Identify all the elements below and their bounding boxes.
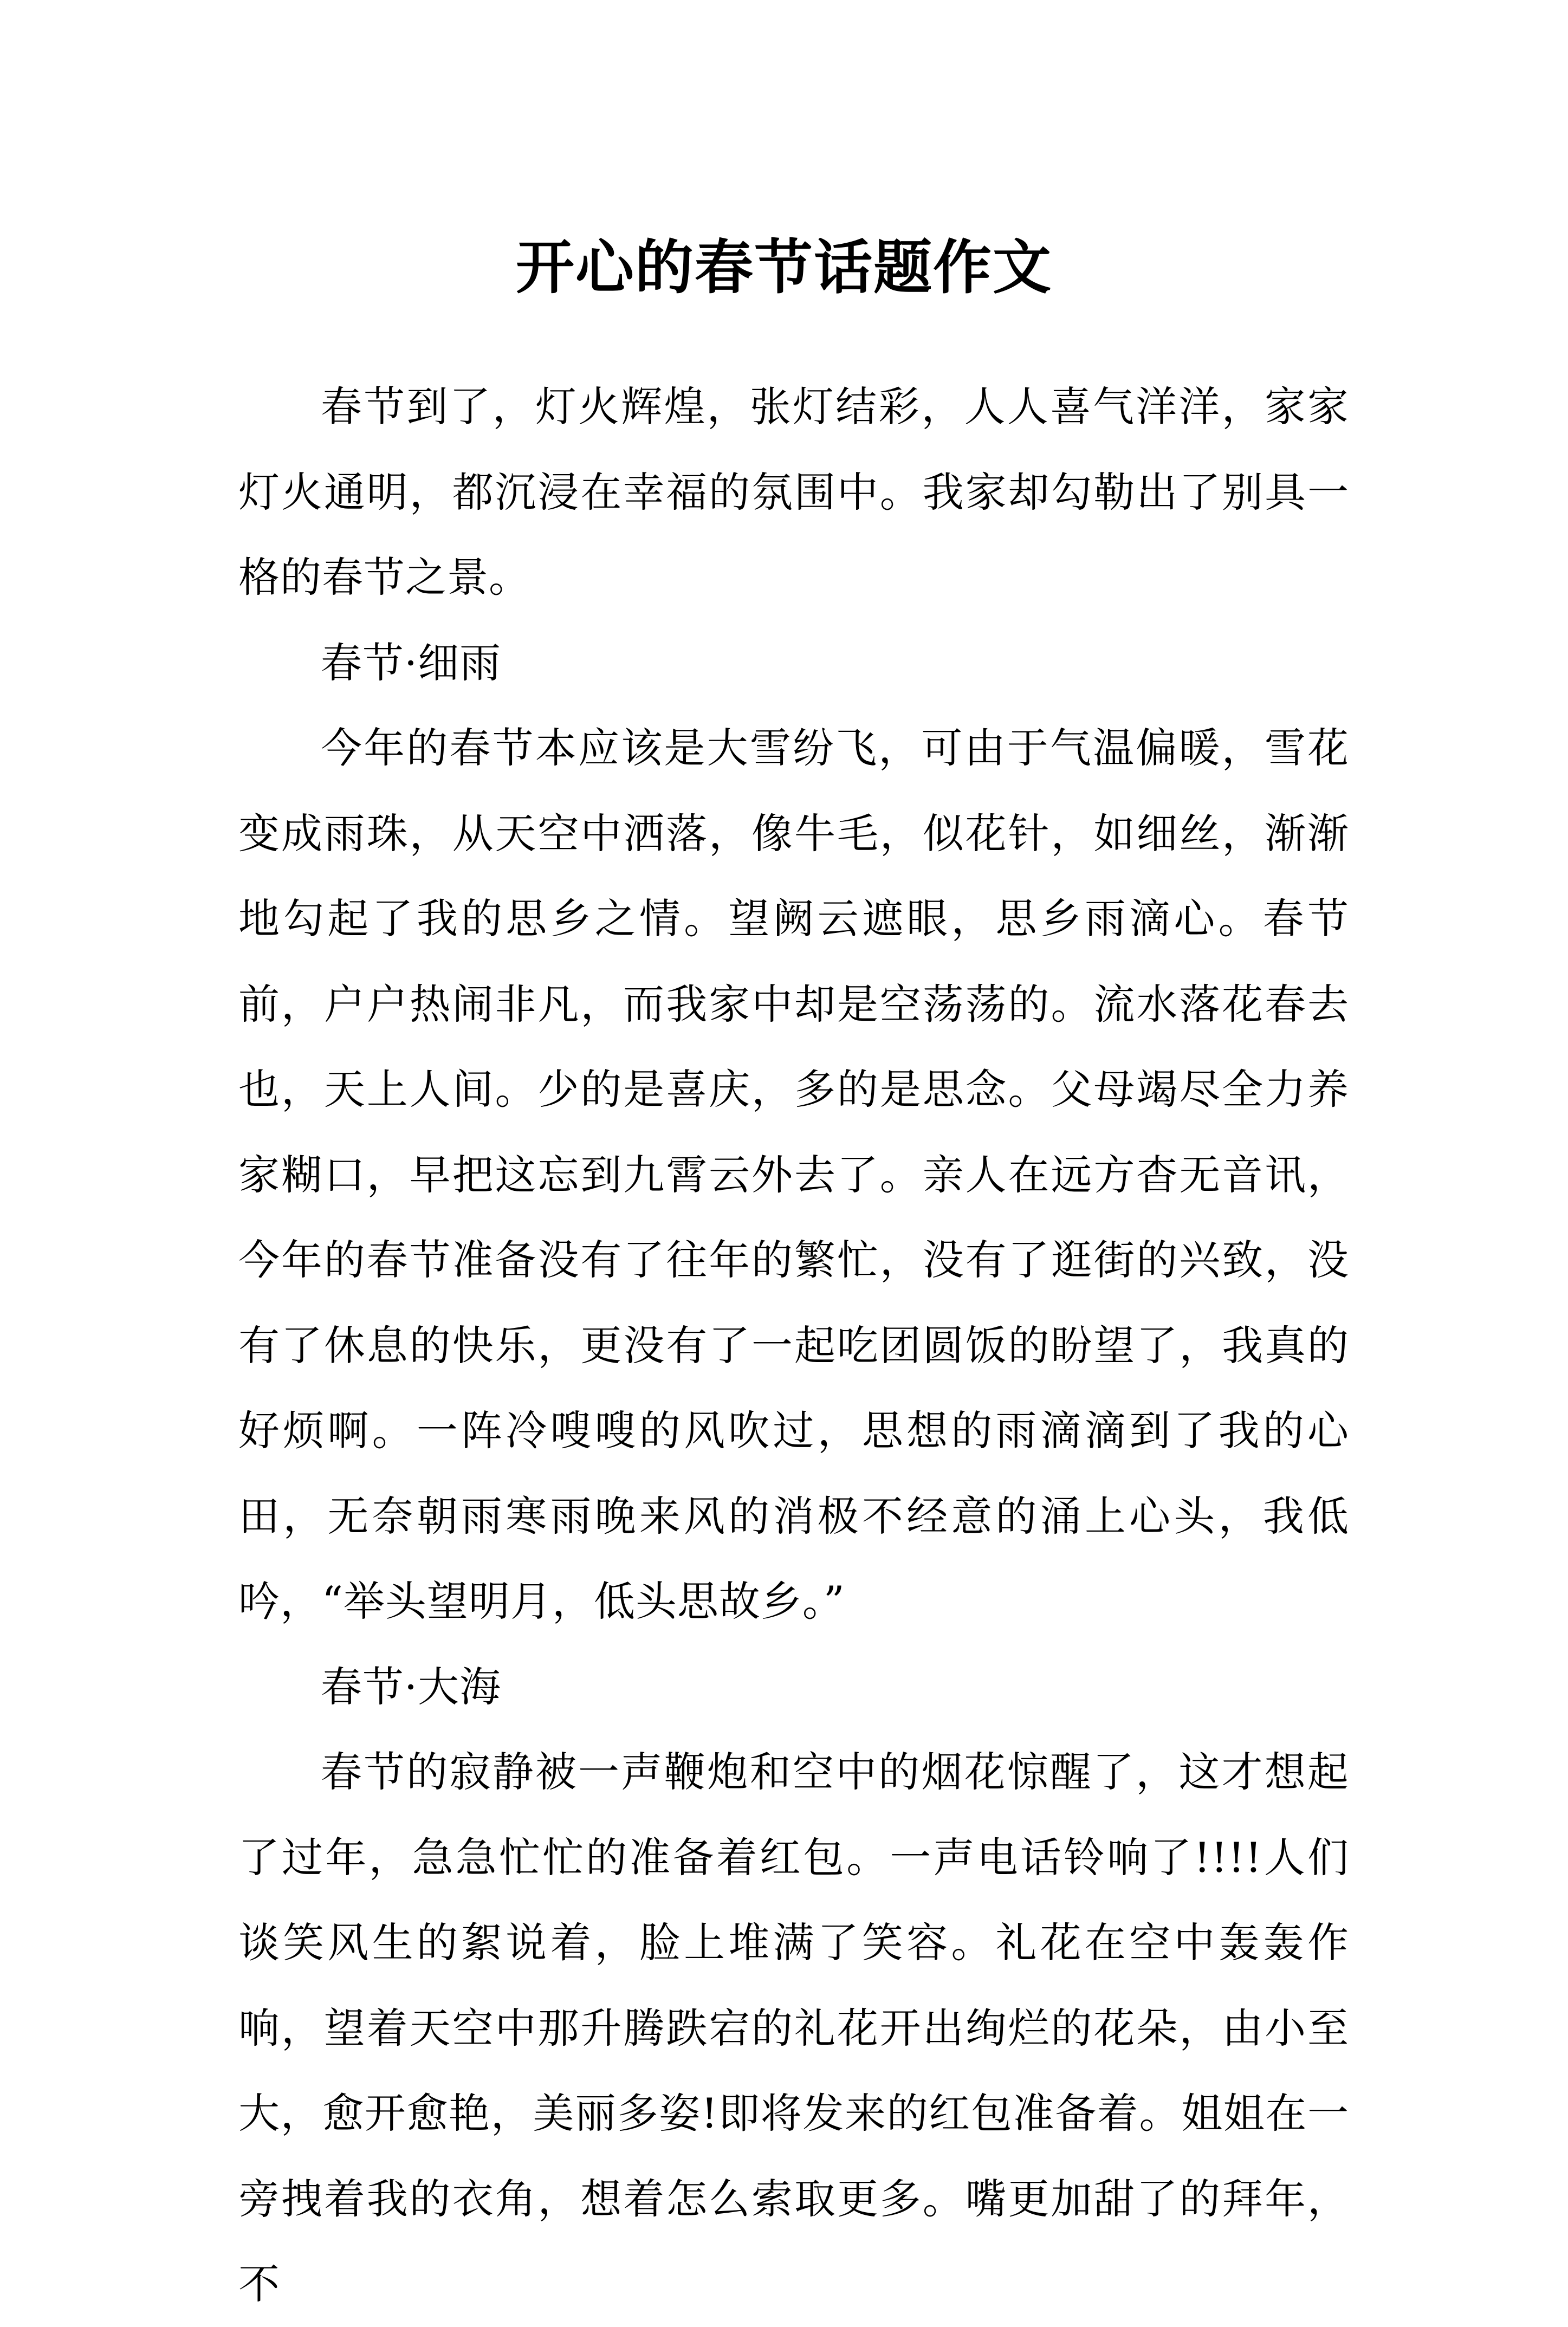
paragraph-drizzle: 今年的春节本应该是大雪纷飞，可由于气温偏暖，雪花变成雨珠，从天空中洒落，像牛毛，似花针，如细丝，渐渐地勾起了我的思乡之情。望阙云遮眼，思乡雨滴心。春节前，户户热闹非凡，而我家中却是空荡荡的。流水落花春去也，天上人间。少的是喜庆，多的是思念。父母竭尽全力养家糊口，早把这忘到九霄云外去了。亲人在远方杳无音讯，今年的春节准备没有了往年的繁忙，没有了逛街的兴致，没有了休息的快乐，更没有了一起吃团圆饭的盼望了，我真的好烦啊。一阵冷嗖嗖的风吹过，思想的雨滴滴到了我的心田，无奈朝雨寒雨晚来风的消极不经意的涌上心头，我低吟，“举头望明月，低头思故乡。” [238,724,1349,1625]
paragraph-sea: 春节的寂静被一声鞭炮和空中的烟花惊醒了，这才想起了过年，急急忙忙的准备着红包。一声电话铃响了!!!!人们谈笑风生的絮说着，脸上堆满了笑容。礼花在空中轰轰作响，望着天空中那升腾跌宕的礼花开出绚烂的花朵，由小至大，愈开愈艳，美丽多姿!即将发来的红包准备着。姐姐在一旁拽着我的衣角，想着怎么索取更多。嘴更加甜了的拜年，不 [238,1748,1349,2308]
paragraph-intro: 春节到了，灯火辉煌，张灯结彩，人人喜气洋洋，家家灯火通明，都沉浸在幸福的氛围中。我家却勾勒出了别具一格的春节之景。 [238,383,1349,601]
document-body [238,364,1349,2327]
section-heading-drizzle: 春节·细雨 [321,638,502,687]
document-title: 开心的春节话题作文 [515,234,1052,302]
section-heading-sea: 春节·大海 [321,1662,502,1711]
